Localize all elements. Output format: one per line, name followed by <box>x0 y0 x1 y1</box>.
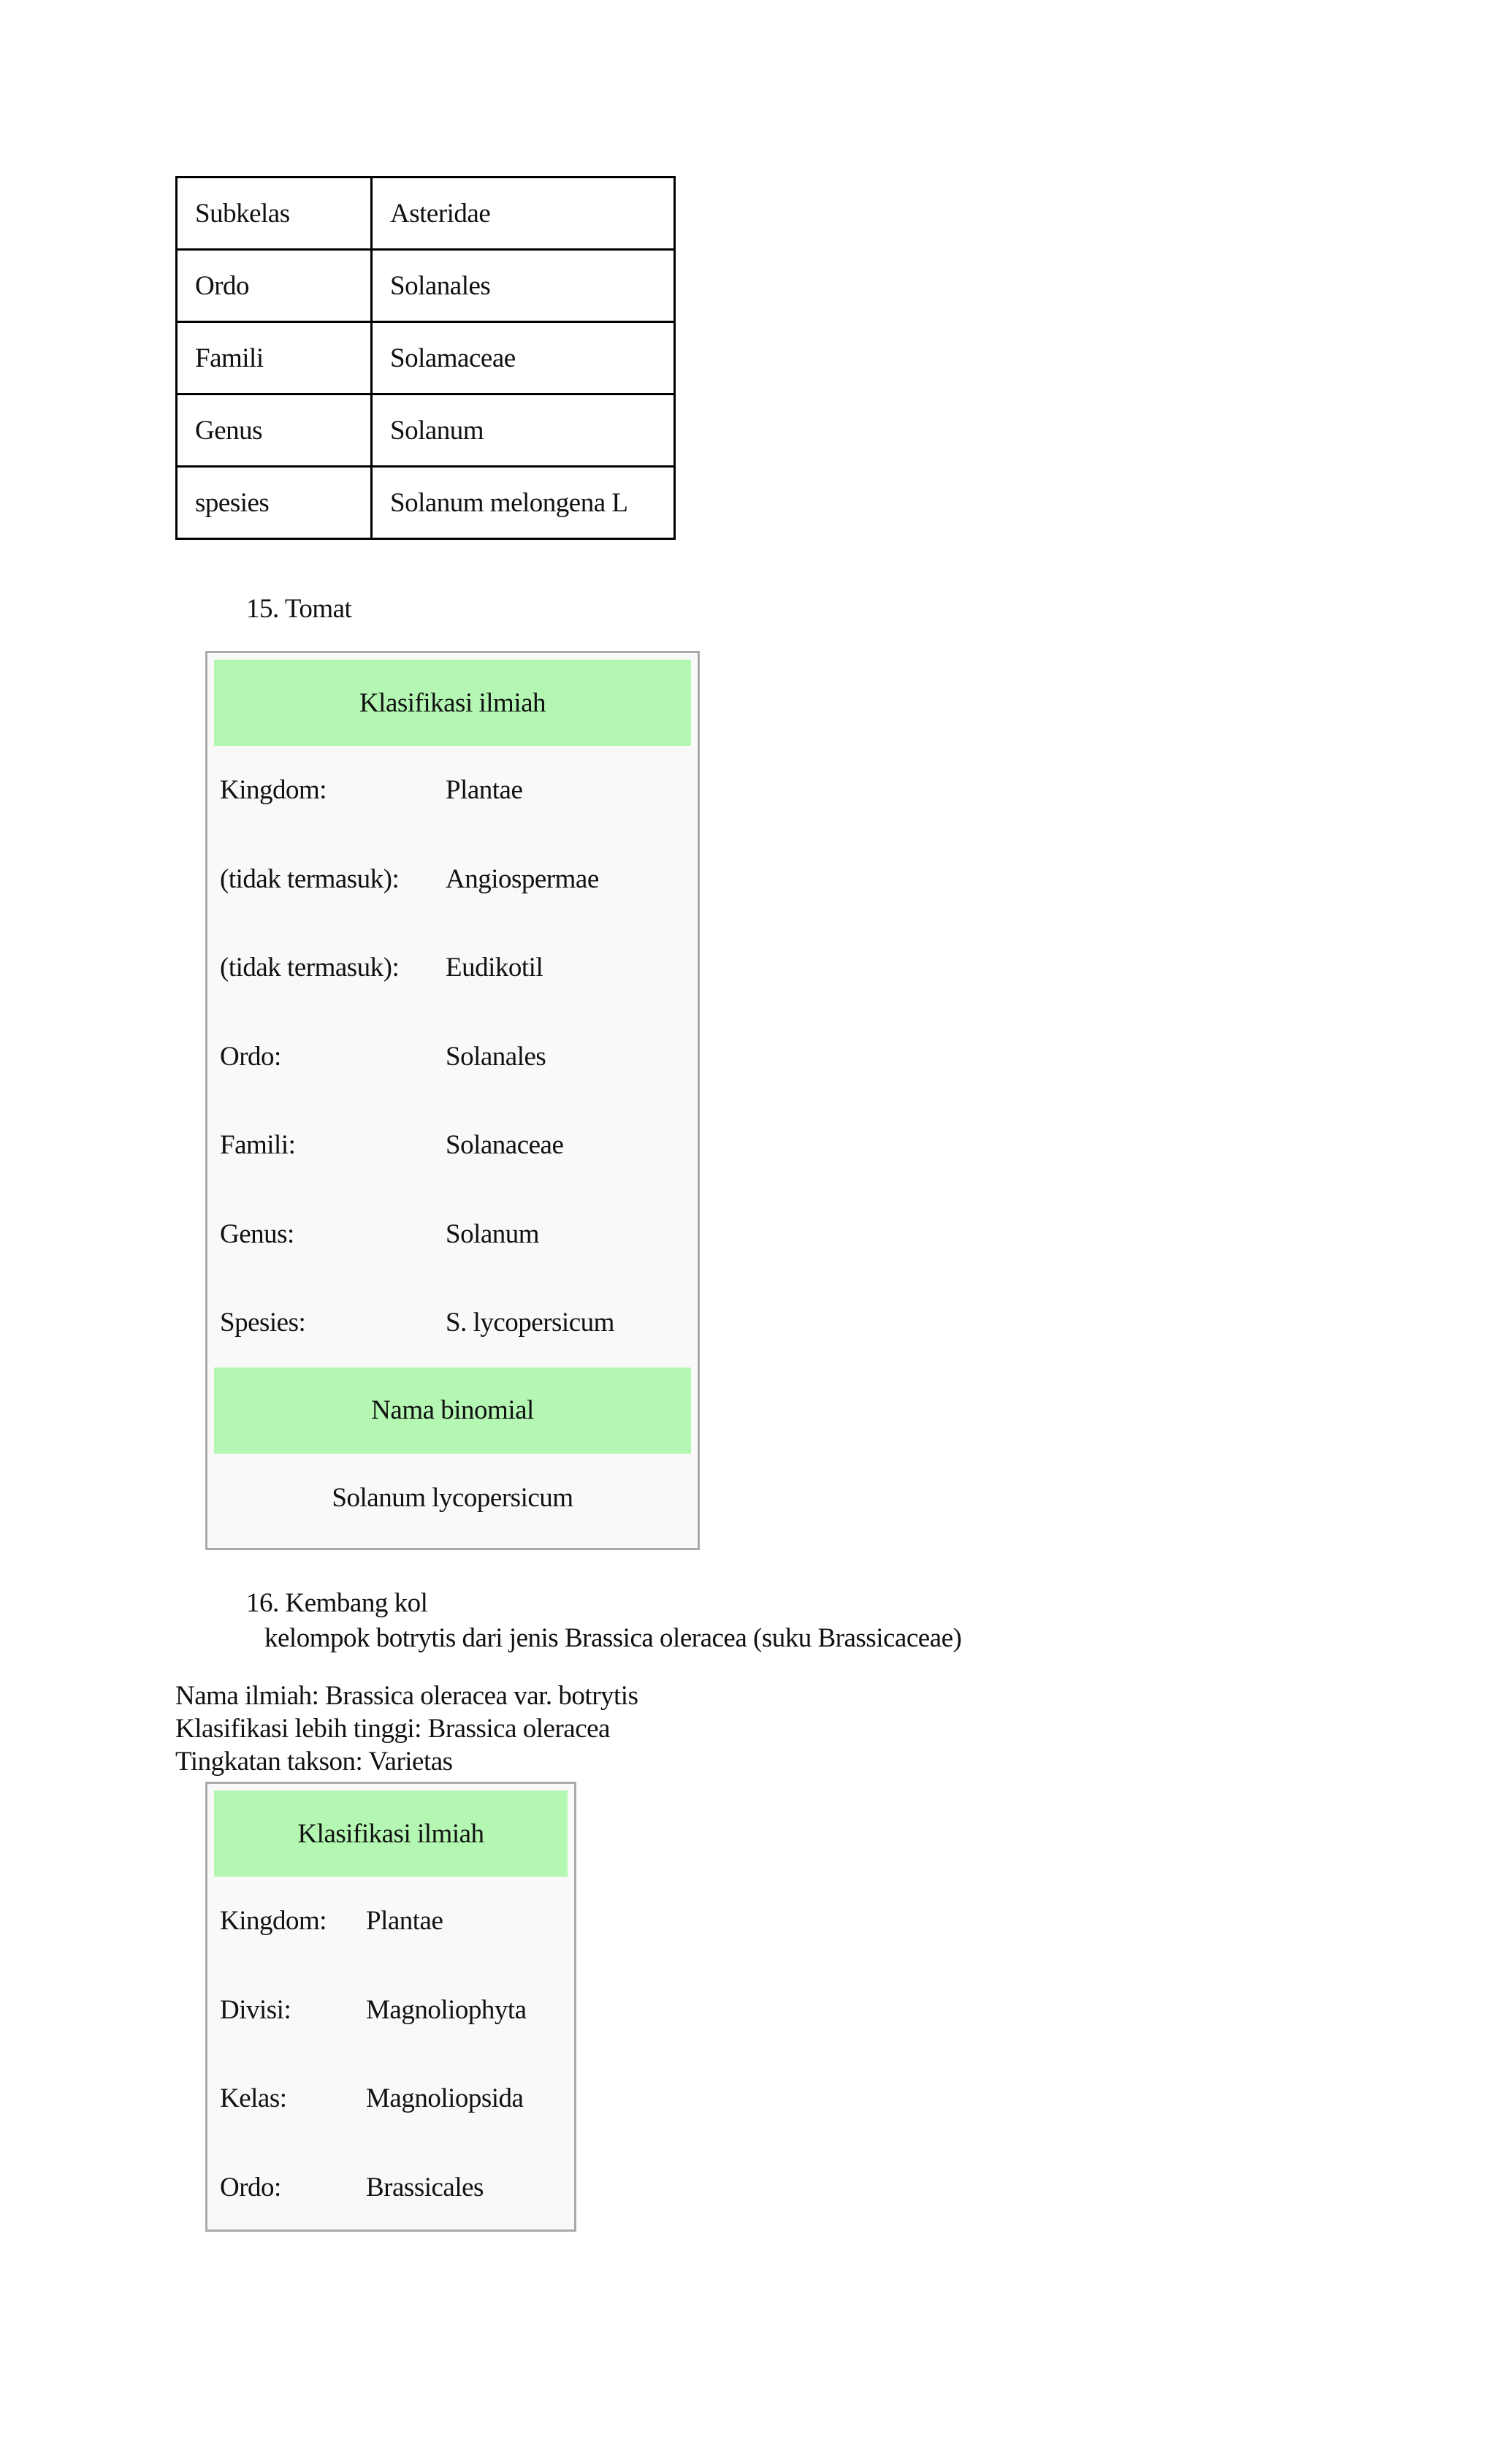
infobox-value: S. lycopersicum <box>446 1308 614 1338</box>
table-cell-rank: Ordo <box>177 250 372 322</box>
infobox-label: Kelas: <box>220 2083 287 2114</box>
infobox-label: Kingdom: <box>220 775 327 806</box>
infobox-value: Solanaceae <box>446 1130 564 1161</box>
infobox-row <box>214 746 691 835</box>
scientific-name-line: Nama ilmiah: Brassica oleracea var. botrytis <box>175 1681 638 1711</box>
infobox-row <box>214 923 691 1012</box>
infobox-row <box>214 1101 691 1190</box>
classification-table <box>175 176 676 540</box>
infobox-value: Eudikotil <box>446 953 543 983</box>
infobox-value: Brassicales <box>366 2172 484 2202</box>
infobox-row <box>214 2143 568 2232</box>
section-description: kelompok botrytis dari jenis Brassica oleracea (suku Brassicaceae) <box>264 1623 962 1653</box>
infobox-kembang-kol <box>205 1782 576 2232</box>
infobox-value: Angiospermae <box>446 863 599 894</box>
infobox-value: Solanales <box>446 1041 546 1072</box>
table-cell-value: Solamaceae <box>372 322 675 394</box>
taxon-rank-line: Tingkatan takson: Varietas <box>175 1747 453 1777</box>
table-cell-value: Solanum melongena L <box>372 467 675 539</box>
infobox-row <box>214 1190 691 1279</box>
infobox-label: Genus: <box>220 1218 294 1249</box>
table-row <box>177 322 675 394</box>
table-cell-rank: spesies <box>177 467 372 539</box>
table-row <box>177 394 675 467</box>
infobox-row <box>214 835 691 924</box>
infobox-label: (tidak termasuk): <box>220 863 400 894</box>
infobox-binomial-name: Solanum lycopersicum <box>332 1482 573 1513</box>
table-cell-value: Asteridae <box>372 178 675 250</box>
infobox-tomat <box>205 651 700 1550</box>
infobox-label: Divisi: <box>220 1994 291 2025</box>
table-row <box>177 250 675 322</box>
infobox-label: Famili: <box>220 1130 296 1161</box>
infobox-label: Spesies: <box>220 1308 306 1338</box>
infobox-label: Ordo: <box>220 1041 281 1072</box>
infobox-header: Klasifikasi ilmiah <box>214 1790 568 1877</box>
table-cell-value: Solanum <box>372 394 675 467</box>
infobox-binomial-header: Nama binomial <box>214 1368 691 1454</box>
infobox-value: Plantae <box>446 775 523 806</box>
table-row <box>177 467 675 539</box>
infobox-value: Plantae <box>366 1906 443 1937</box>
infobox-label: (tidak termasuk): <box>220 953 400 983</box>
section-heading-tomat: 15. Tomat <box>246 594 352 624</box>
infobox-value: Magnoliophyta <box>366 1994 527 2025</box>
table-cell-rank: Genus <box>177 394 372 467</box>
table-cell-rank: Subkelas <box>177 178 372 250</box>
infobox-value: Magnoliopsida <box>366 2083 524 2114</box>
infobox-row <box>214 1966 568 2055</box>
infobox-label: Ordo: <box>220 2172 281 2202</box>
table-cell-value: Solanales <box>372 250 675 322</box>
table-cell-rank: Famili <box>177 322 372 394</box>
infobox-row <box>214 2054 568 2143</box>
infobox-label: Kingdom: <box>220 1906 327 1937</box>
infobox-header: Klasifikasi ilmiah <box>214 660 691 746</box>
infobox-row <box>214 1877 568 1966</box>
infobox-row <box>214 1278 691 1368</box>
higher-classification-line: Klasifikasi lebih tinggi: Brassica oleracea <box>175 1714 610 1744</box>
infobox-value: Solanum <box>446 1218 540 1249</box>
section-heading-kembang-kol: 16. Kembang kol <box>246 1588 428 1618</box>
table-row <box>177 178 675 250</box>
infobox-row <box>214 1012 691 1102</box>
